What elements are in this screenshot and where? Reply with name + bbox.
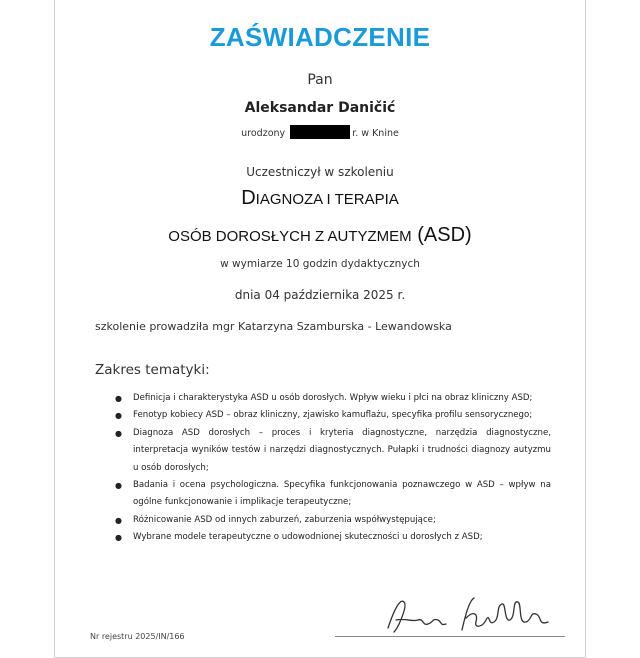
topics-list bbox=[113, 390, 551, 547]
course-title-line-2 bbox=[0, 224, 640, 247]
instructor-line: szkolenie prowadziła mgr Katarzyna Szamburska - Lewandowska bbox=[95, 320, 452, 333]
course-title-paren-open: ( bbox=[417, 224, 424, 246]
bullet-icon: ● bbox=[115, 533, 122, 543]
course-title-abbr: ASD bbox=[423, 224, 466, 246]
recipient-name: Aleksandar Daničić bbox=[244, 100, 396, 116]
topic-text: Badania i ocena psychologiczna. Specyfika funkcjonowania poznawczego w ASD – wpływ na ogólne funkcjonowanie i implikacje terapeutyczne; bbox=[133, 480, 551, 508]
list-item bbox=[113, 529, 551, 546]
handwritten-signature bbox=[378, 592, 558, 638]
topic-text: Definicja i charakterystyka ASD u osób dorosłych. Wpływ wieku i płci na obraz kliniczny ASD; bbox=[133, 393, 533, 403]
topic-text: Wybrane modele terapeutyczne o udowodnionej skuteczności u dorosłych z ASD; bbox=[133, 532, 483, 543]
certificate-title: ZAŚWIADCZENIE bbox=[209, 22, 431, 52]
participation-text: Uczestniczył w szkoleniu bbox=[246, 165, 394, 179]
list-item bbox=[113, 477, 551, 512]
course-hours: w wymiarze 10 godzin dydaktycznych bbox=[220, 258, 420, 270]
list-item bbox=[113, 390, 551, 407]
course-title-line-1 bbox=[0, 187, 640, 210]
bullet-icon: ● bbox=[115, 411, 122, 421]
topic-text: Fenotyp kobiecy ASD – obraz kliniczny, zjawisko kamuflażu, specyfika profilu sensorycznego; bbox=[133, 410, 533, 421]
registry-number: Nr rejestru 2025/IN/166 bbox=[90, 632, 185, 641]
salutation: Pan bbox=[307, 72, 333, 88]
topic-text: Diagnoza ASD dorosłych – proces i kryteria diagnostyczne, narzędzia diagnostyczne, interpretacja wyników testów i narzędzi diagnostycznych. Pułapki i trudności diagnozy autyzmu u osób dorosłych; bbox=[133, 427, 551, 473]
redacted-birthdate bbox=[290, 125, 350, 139]
bullet-icon: ● bbox=[115, 515, 122, 525]
course-title-initial: D bbox=[241, 187, 256, 209]
bullet-icon: ● bbox=[115, 481, 122, 491]
birth-prefix: urodzony bbox=[241, 128, 286, 139]
list-item bbox=[113, 512, 551, 529]
signature-line bbox=[335, 636, 565, 637]
list-item bbox=[113, 425, 551, 477]
scope-heading: Zakres tematyki: bbox=[95, 362, 210, 378]
list-item bbox=[113, 407, 551, 424]
birth-line bbox=[0, 125, 640, 139]
topic-text: Różnicowanie ASD od innych zaburzeń, zaburzenia współwystępujące; bbox=[133, 514, 436, 525]
course-title-line-2-main: OSÓB DOROSŁYCH Z AUTYZMEM bbox=[168, 228, 412, 245]
birth-suffix: r. w Knine bbox=[352, 128, 399, 139]
bullet-icon: ● bbox=[115, 428, 122, 438]
course-title-paren-close: ) bbox=[465, 224, 472, 246]
course-date: dnia 04 października 2025 r. bbox=[234, 288, 406, 302]
course-title-line-1-rest: IAGNOZA I TERAPIA bbox=[255, 191, 399, 208]
bullet-icon: ● bbox=[115, 394, 122, 403]
